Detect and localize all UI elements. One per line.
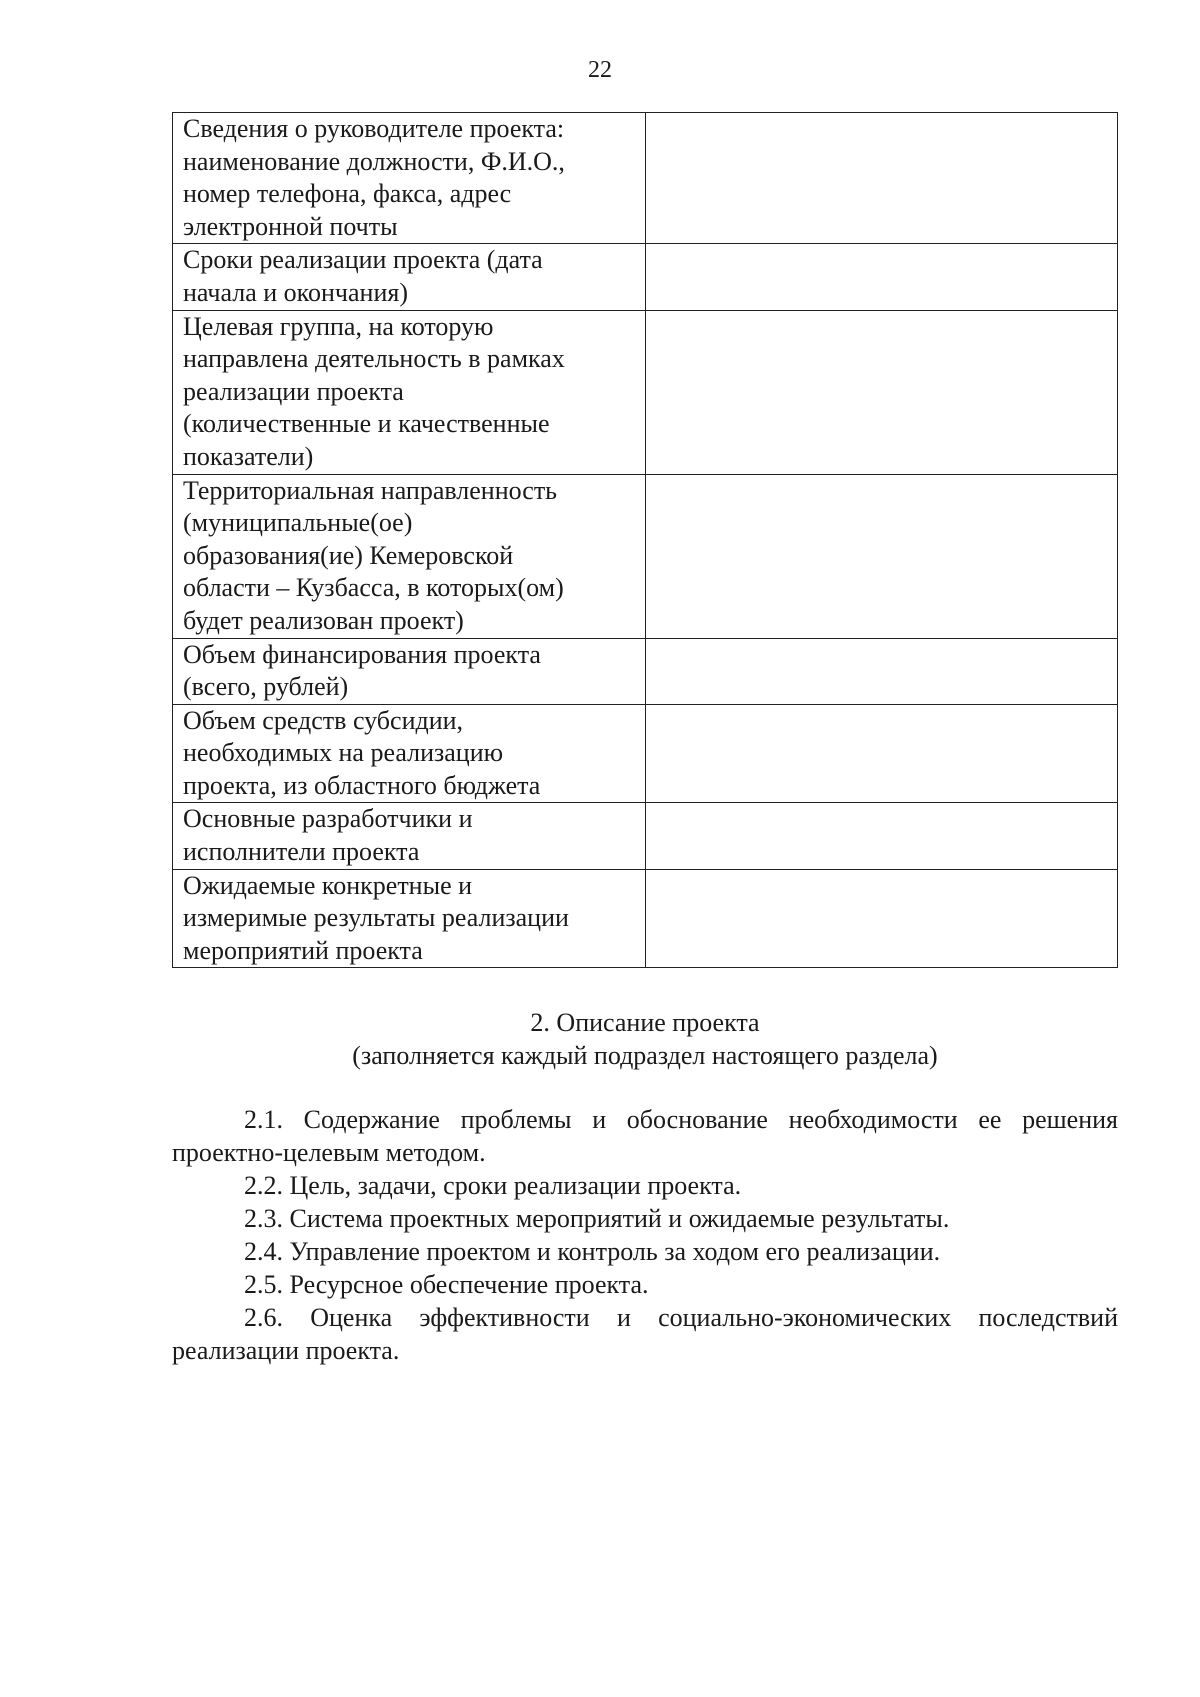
row-label-target-group: Целевая группа, на которую направлена деятельность в рамках реализации проекта (количественные и качественные показатели) xyxy=(173,310,646,474)
row-value-funding xyxy=(646,638,1118,704)
project-info-table xyxy=(172,112,1118,968)
section-item: 2.6. Оценка эффективности и социально-экономических последствий реализации проекта. xyxy=(172,1303,1118,1365)
row-value-target-group xyxy=(646,310,1118,474)
section-subheading: (заполняется каждый подраздел настоящего раздела) xyxy=(352,1041,938,1070)
section-item: 2.3. Система проектных мероприятий и ожидаемые результаты. xyxy=(244,1204,950,1233)
row-label-territory: Территориальная направленность (муниципальные(ое) образования(ие) Кемеровской области – Кузбасса, в которых(ом) будет реализован проект) xyxy=(173,474,646,638)
section-item: 2.4. Управление проектом и контроль за ходом его реализации. xyxy=(244,1237,941,1266)
row-value-project-dates xyxy=(646,244,1118,310)
table-row xyxy=(173,474,1118,638)
table-row xyxy=(173,310,1118,474)
table-row xyxy=(173,803,1118,869)
row-value-expected-results xyxy=(646,869,1118,968)
table-row xyxy=(173,113,1118,244)
section-heading: 2. Описание проекта xyxy=(530,1008,760,1037)
row-label-funding: Объем финансирования проекта (всего, рублей) xyxy=(173,638,646,704)
row-label-developers: Основные разработчики и исполнители проекта xyxy=(173,803,646,869)
row-label-subsidy: Объем средств субсидии, необходимых на реализацию проекта, из областного бюджета xyxy=(173,704,646,803)
row-label-expected-results: Ожидаемые конкретные и измеримые результаты реализации мероприятий проекта xyxy=(173,869,646,968)
row-value-project-manager xyxy=(646,113,1118,244)
row-label-project-dates: Сроки реализации проекта (дата начала и окончания) xyxy=(173,244,646,310)
table-row xyxy=(173,244,1118,310)
section-item: 2.2. Цель, задачи, сроки реализации проекта. xyxy=(244,1171,742,1200)
table-row xyxy=(173,638,1118,704)
row-label-project-manager: Сведения о руководителе проекта: наименование должности, Ф.И.О., номер телефона, факса, адрес электронной почты xyxy=(173,113,646,244)
row-value-subsidy xyxy=(646,704,1118,803)
row-value-developers xyxy=(646,803,1118,869)
section-items xyxy=(172,1103,1118,1367)
section-item: 2.1. Содержание проблемы и обоснование необходимости ее решения проектно-целевым методом. xyxy=(172,1105,1118,1167)
table-row xyxy=(173,704,1118,803)
page-number: 22 xyxy=(588,57,612,83)
section-item: 2.5. Ресурсное обеспечение проекта. xyxy=(244,1270,649,1299)
row-value-territory xyxy=(646,474,1118,638)
table-row xyxy=(173,869,1118,968)
